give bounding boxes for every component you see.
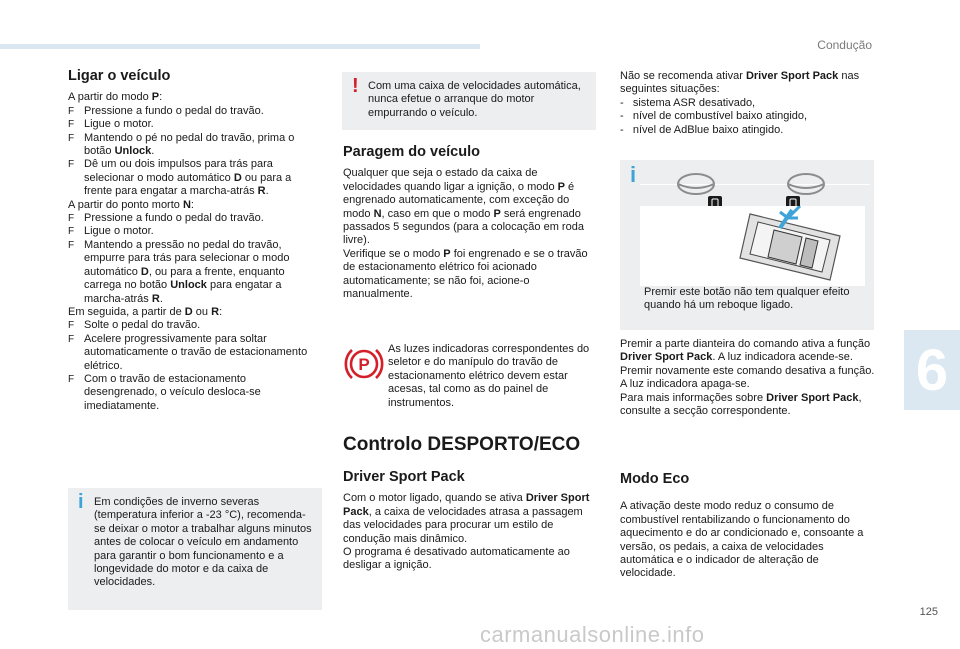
sport-title: Driver Sport Pack	[343, 469, 465, 485]
column-controlo	[343, 434, 598, 455]
step-intro: A partir do modo P:	[68, 91, 163, 104]
condition-item: - nível de AdBlue baixo atingido.	[620, 123, 784, 136]
controlo-title: Controlo DESPORTO/ECO	[343, 434, 581, 455]
push-start-warning-box	[342, 72, 596, 130]
bullet-step: F Com o travão de estacionamento desengrenado, o veículo desloca-se imediatamente.	[68, 372, 261, 412]
column-press	[620, 338, 875, 418]
bullet-marker: F	[68, 320, 75, 332]
watermark: carmanualsonline.info	[480, 622, 705, 647]
indicator-note	[388, 343, 600, 410]
eco-title: Modo Eco	[620, 471, 690, 487]
bullet-marker: F	[68, 239, 75, 251]
bullet-marker: F	[68, 213, 75, 225]
bullet-marker: F	[68, 159, 75, 171]
bullet-step: F Solte o pedal do travão.	[68, 319, 201, 332]
bullet-step: F Pressione a fundo o pedal do travão.	[68, 212, 264, 225]
bullet-step: F Acelere progressivamente para soltar automaticamente o travão de estacionamento elétrico.	[68, 332, 308, 372]
column-paragem	[343, 146, 598, 301]
ligar-steps	[68, 91, 320, 413]
paragem-title: Paragem do veículo	[343, 144, 480, 160]
condition-item: - nível de combustível baixo atingido,	[620, 110, 808, 123]
column-ligar	[68, 70, 320, 413]
bullet-marker: F	[68, 373, 75, 385]
push-start-warning-text: Com uma caixa de velocidades automática, nunca efetue o arranque do motor empurrando o veículo.	[368, 80, 581, 119]
bullet-marker: F	[68, 105, 75, 117]
chapter-tab: 6	[904, 330, 960, 410]
conditions-intro: Não se recomenda ativar Driver Sport Pack nas seguintes situações:	[620, 70, 860, 96]
eco-text: A ativação deste modo reduz o consumo de combustível rentabilizando o funcionamento do aquecimento e do ar condicionado e, consoante a versão, os pedais, a caixa de velocidades automática e o indicador de alteração de velocidade.	[620, 500, 864, 580]
indicator-text: As luzes indicadoras correspondentes do seletor e do manípulo do travão de estacionamento elétrico devem estar acesas, tal como as do painel de instrumentos.	[388, 343, 590, 409]
bullet-marker: F	[68, 333, 75, 345]
column-sport	[343, 471, 598, 573]
top-accent-bar	[0, 44, 480, 49]
paragem-text: Qualquer que seja o estado da caixa de velocidades quando ligar a ignição, o modo P é engrenado automaticamente, com exceção do modo N, caso em que o modo P será engrenado passados 5 segundos (para a colocação em roda livre). Verifique se o modo P foi engrenado e se o travão de estacionamento elétrico foi acionado automaticamente; se não foi, acione-o manualmente.	[343, 167, 588, 301]
bullet-marker: F	[68, 226, 75, 238]
condition-item: - sistema ASR desativado,	[620, 96, 756, 109]
conditions-list	[620, 97, 875, 137]
winter-info-text: Em condições de inverno severas (temperatura inferior a -23 °C), recomenda-se deixar o motor a trabalhar alguns minutos antes de colocar o veículo em andamento para garantir o bom funcionamento e a longevidade do motor e da caixa de velocidades.	[94, 496, 312, 589]
bullet-marker: F	[68, 119, 75, 131]
bullet-marker: F	[68, 132, 75, 144]
info-icon: i	[630, 162, 637, 187]
press-text: Premir a parte dianteira do comando ativa a função Driver Sport Pack. A luz indicadora acende-se. Premir novamente este comando desativa a função. A luz indicadora apaga-se. Para mais informações sobre Driver Sport Pack, consulte a secção correspondente.	[620, 338, 875, 418]
page-number: 125	[919, 606, 938, 618]
bullet-step: F Ligue o motor.	[68, 225, 154, 238]
warning-icon: !	[352, 75, 359, 97]
bullet-step: F Dê um ou dois impulsos para trás para selecionar o modo automático D ou para a frente para engatar a marcha-atrás R.	[68, 158, 292, 198]
trailer-info-box	[620, 160, 874, 330]
section-label: Condução	[817, 38, 872, 52]
bullet-step: F Mantendo a pressão no pedal do travão, empurre para trás para selecionar o modo automático D, ou para a frente, enquanto carrega no botão Unlock para engatar a marcha-atrás R.	[68, 238, 290, 305]
info-icon: i	[78, 491, 84, 513]
bullet-step: F Mantendo o pé no pedal do travão, prima o botão Unlock.	[68, 131, 295, 158]
parking-letter: P	[358, 355, 370, 374]
trailer-caption: Premir este botão não tem qualquer efeito quando há um reboque ligado.	[644, 286, 850, 312]
bullet-step: F Pressione a fundo o pedal do travão.	[68, 104, 264, 117]
parking-brake-warning-icon	[344, 344, 384, 384]
winter-info-box	[68, 488, 322, 610]
step-intro: Em seguida, a partir de D ou R:	[68, 305, 223, 318]
bullet-step: F Ligue o motor.	[68, 118, 154, 131]
sport-switch-illustration	[640, 206, 865, 286]
step-intro: A partir do ponto morto N:	[68, 198, 194, 211]
sport-text: Com o motor ligado, quando se ativa Driver Sport Pack, a caixa de velocidades atrasa a passagem das velocidades para procurar um estilo de condução mais dinâmico. O programa é desativado automaticamente ao desligar a ignição.	[343, 492, 590, 572]
column-conditions	[620, 70, 875, 137]
ligar-title: Ligar o veículo	[68, 68, 171, 84]
column-eco	[620, 473, 875, 581]
